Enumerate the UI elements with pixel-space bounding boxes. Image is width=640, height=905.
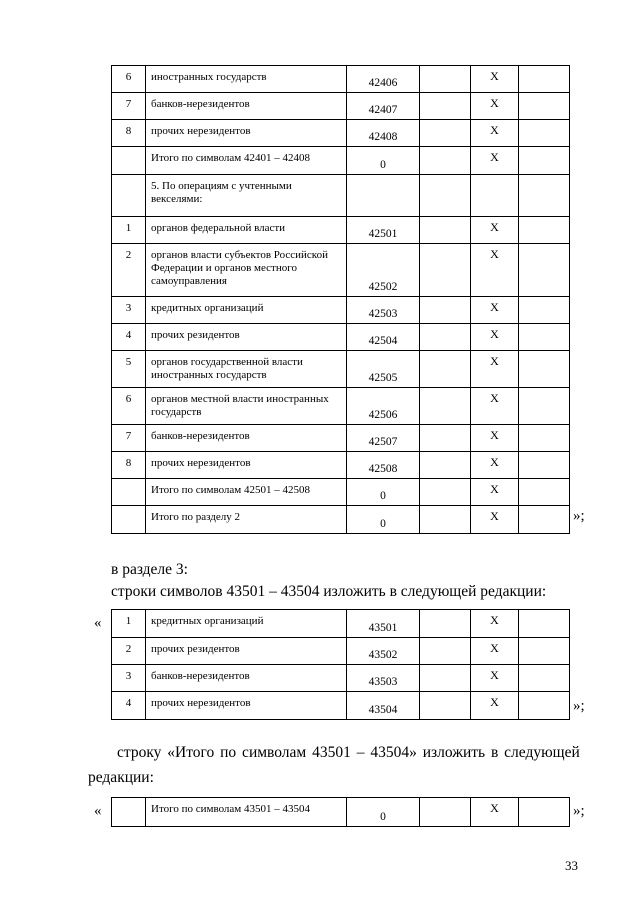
empty-cell — [519, 351, 570, 388]
total-instruction-line1: строку «Итого по символам 43501 – 43504» изложить в следующей — [117, 744, 580, 761]
empty-cell — [519, 425, 570, 452]
row-x-mark: X — [471, 610, 519, 638]
row-x-mark: X — [471, 351, 519, 388]
section3-table — [111, 609, 570, 720]
row-symbol: 42508 — [347, 452, 420, 479]
row-number — [112, 175, 146, 217]
row-symbol: 42507 — [347, 425, 420, 452]
empty-cell — [420, 638, 471, 665]
row-name: Итого по символам 42401 – 42408 — [146, 147, 347, 175]
empty-cell — [420, 665, 471, 692]
row-name: Итого по символам 43501 – 43504 — [146, 798, 347, 827]
empty-cell — [519, 175, 570, 217]
empty-cell — [420, 66, 471, 93]
row-x-mark: X — [471, 798, 519, 827]
empty-cell — [519, 479, 570, 506]
empty-cell — [519, 452, 570, 479]
row-number: 6 — [112, 388, 146, 425]
table-row — [112, 610, 570, 638]
row-name: прочих нерезидентов — [146, 120, 347, 147]
empty-cell — [420, 351, 471, 388]
empty-cell — [420, 479, 471, 506]
row-x-mark: X — [471, 665, 519, 692]
row-name: иностранных государств — [146, 66, 347, 93]
closing-quote: »; — [573, 698, 585, 714]
row-symbol: 0 — [347, 147, 420, 175]
empty-cell — [420, 217, 471, 244]
row-number: 5 — [112, 351, 146, 388]
row-symbol: 42408 — [347, 120, 420, 147]
row-number: 2 — [112, 638, 146, 665]
row-x-mark: X — [471, 506, 519, 534]
row-symbol: 42407 — [347, 93, 420, 120]
empty-cell — [519, 324, 570, 351]
row-name: банков-нерезидентов — [146, 665, 347, 692]
total-table — [111, 797, 570, 827]
closing-quote: »; — [573, 508, 585, 524]
table-row — [112, 175, 570, 217]
empty-cell — [420, 93, 471, 120]
row-name: прочих нерезидентов — [146, 692, 347, 720]
row-x-mark: X — [471, 425, 519, 452]
empty-cell — [519, 610, 570, 638]
table-row — [112, 665, 570, 692]
empty-cell — [519, 93, 570, 120]
empty-cell — [420, 452, 471, 479]
row-x-mark: X — [471, 93, 519, 120]
row-name: прочих резидентов — [146, 324, 347, 351]
table-row — [112, 798, 570, 827]
empty-cell — [420, 692, 471, 720]
empty-cell — [519, 665, 570, 692]
row-symbol — [347, 175, 420, 217]
row-symbol: 42502 — [347, 244, 420, 297]
section3-label: в разделе 3: — [111, 561, 188, 578]
section2-table — [111, 65, 570, 534]
table-row — [112, 297, 570, 324]
empty-cell — [519, 638, 570, 665]
row-x-mark: X — [471, 297, 519, 324]
total-instruction-line2: редакции: — [88, 769, 154, 786]
empty-cell — [519, 66, 570, 93]
row-number: 3 — [112, 297, 146, 324]
empty-cell — [519, 692, 570, 720]
empty-cell — [420, 388, 471, 425]
row-x-mark: X — [471, 324, 519, 351]
table-row — [112, 324, 570, 351]
row-name: банков-нерезидентов — [146, 93, 347, 120]
empty-cell — [420, 798, 471, 827]
empty-cell — [420, 147, 471, 175]
empty-cell — [420, 610, 471, 638]
row-name: органов власти субъектов Российской Федерации и органов местного самоуправления — [146, 244, 347, 297]
row-name: органов местной власти иностранных государств — [146, 388, 347, 425]
row-name: органов государственной власти иностранных государств — [146, 351, 347, 388]
row-number: 8 — [112, 120, 146, 147]
empty-cell — [420, 425, 471, 452]
closing-quote: »; — [573, 803, 585, 819]
empty-cell — [420, 324, 471, 351]
row-name: кредитных организаций — [146, 610, 347, 638]
row-symbol: 43504 — [347, 692, 420, 720]
row-name: Итого по разделу 2 — [146, 506, 347, 534]
row-x-mark: X — [471, 217, 519, 244]
table-row — [112, 217, 570, 244]
table-row — [112, 351, 570, 388]
table-row — [112, 147, 570, 175]
row-symbol: 43502 — [347, 638, 420, 665]
empty-cell — [420, 120, 471, 147]
row-x-mark — [471, 175, 519, 217]
empty-cell — [420, 297, 471, 324]
empty-cell — [519, 388, 570, 425]
row-number: 7 — [112, 93, 146, 120]
empty-cell — [519, 244, 570, 297]
row-x-mark: X — [471, 244, 519, 297]
empty-cell — [420, 175, 471, 217]
row-symbol: 42506 — [347, 388, 420, 425]
row-x-mark: X — [471, 692, 519, 720]
empty-cell — [519, 217, 570, 244]
empty-cell — [519, 297, 570, 324]
empty-cell — [519, 120, 570, 147]
table-row — [112, 506, 570, 534]
row-name: прочих нерезидентов — [146, 452, 347, 479]
row-x-mark: X — [471, 388, 519, 425]
empty-cell — [519, 147, 570, 175]
row-name: прочих резидентов — [146, 638, 347, 665]
table-row — [112, 244, 570, 297]
table-row — [112, 388, 570, 425]
row-number: 3 — [112, 665, 146, 692]
empty-cell — [519, 506, 570, 534]
row-symbol: 42505 — [347, 351, 420, 388]
table-row — [112, 452, 570, 479]
row-x-mark: X — [471, 120, 519, 147]
row-number: 7 — [112, 425, 146, 452]
row-number: 2 — [112, 244, 146, 297]
row-x-mark: X — [471, 479, 519, 506]
row-number: 1 — [112, 610, 146, 638]
row-number: 1 — [112, 217, 146, 244]
table-row — [112, 93, 570, 120]
row-symbol: 0 — [347, 479, 420, 506]
row-number: 6 — [112, 66, 146, 93]
row-name: банков-нерезидентов — [146, 425, 347, 452]
row-name: органов федеральной власти — [146, 217, 347, 244]
row-number — [112, 798, 146, 827]
row-name: Итого по символам 42501 – 42508 — [146, 479, 347, 506]
page-number: 33 — [565, 858, 578, 873]
row-x-mark: X — [471, 452, 519, 479]
empty-cell — [420, 244, 471, 297]
table-row — [112, 479, 570, 506]
table-row — [112, 66, 570, 93]
opening-quote: « — [94, 615, 102, 631]
section3-instruction: строки символов 43501 – 43504 изложить в следующей редакции: — [111, 583, 547, 600]
table-row — [112, 638, 570, 665]
row-symbol: 0 — [347, 506, 420, 534]
empty-cell — [420, 506, 471, 534]
row-number — [112, 479, 146, 506]
table-row — [112, 692, 570, 720]
opening-quote: « — [94, 803, 102, 819]
row-name: 5. По операциям с учтенными векселями: — [146, 175, 347, 217]
row-number: 8 — [112, 452, 146, 479]
row-symbol: 43503 — [347, 665, 420, 692]
row-x-mark: X — [471, 147, 519, 175]
row-name: кредитных организаций — [146, 297, 347, 324]
row-number: 4 — [112, 692, 146, 720]
row-x-mark: X — [471, 638, 519, 665]
row-number — [112, 506, 146, 534]
table-row — [112, 425, 570, 452]
row-number — [112, 147, 146, 175]
row-symbol: 42406 — [347, 66, 420, 93]
row-symbol: 42504 — [347, 324, 420, 351]
row-number: 4 — [112, 324, 146, 351]
empty-cell — [519, 798, 570, 827]
row-symbol: 42503 — [347, 297, 420, 324]
row-symbol: 0 — [347, 798, 420, 827]
table-row — [112, 120, 570, 147]
row-symbol: 42501 — [347, 217, 420, 244]
row-x-mark: X — [471, 66, 519, 93]
row-symbol: 43501 — [347, 610, 420, 638]
